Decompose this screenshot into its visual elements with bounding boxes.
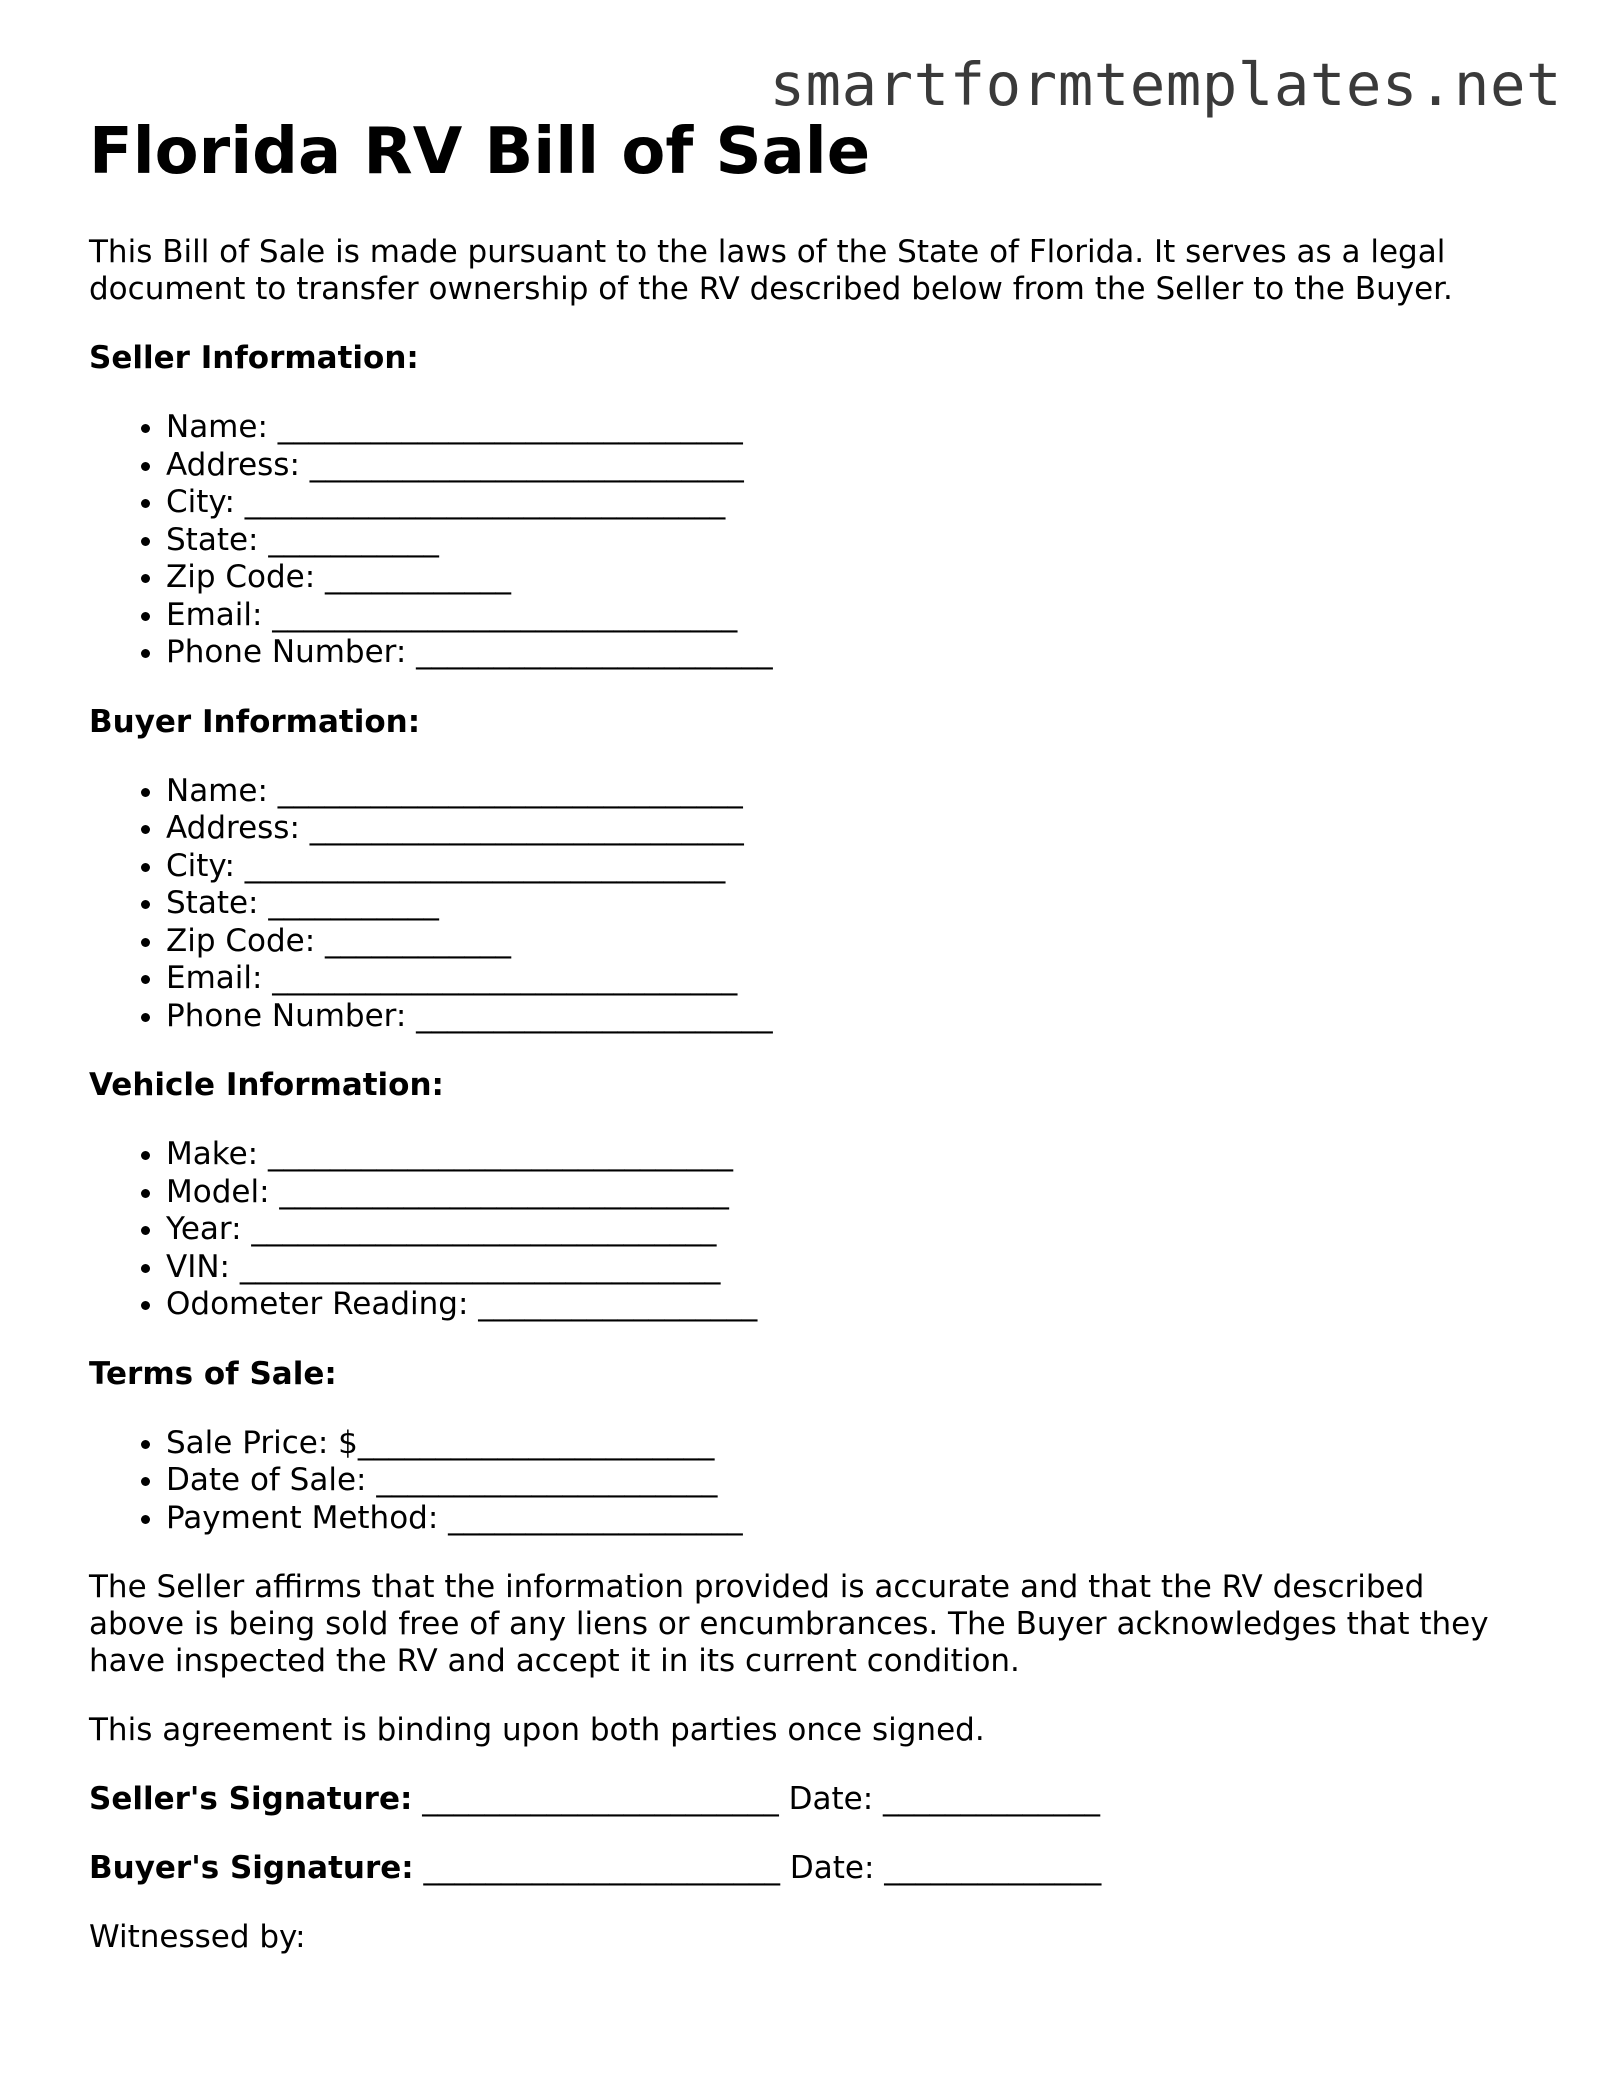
page-title: Florida RV Bill of Sale: [89, 115, 871, 189]
date-of-sale-field[interactable]: • Date of Sale: ______________________: [166, 1462, 1529, 1500]
seller-section-heading: Seller Information:: [89, 340, 419, 376]
seller-city-field[interactable]: • City: _______________________________: [166, 484, 1529, 522]
seller-address-field[interactable]: • Address: ____________________________: [166, 447, 1529, 485]
terms-fields-list: [89, 1425, 1529, 1538]
buyer-signature-row[interactable]: [89, 1850, 1529, 1887]
buyer-address-field[interactable]: • Address: ____________________________: [166, 810, 1529, 848]
buyer-signature-line[interactable]: _______________________ Date: ______________: [413, 1850, 1102, 1886]
binding-paragraph: This agreement is binding upon both parties once signed.: [89, 1712, 985, 1748]
seller-signature-line[interactable]: _______________________ Date: ______________: [412, 1781, 1100, 1817]
affirmation-paragraph: The Seller affirms that the information provided is accurate and that the RV described above is being sold free of any liens or encumbrances. The Buyer acknowledges that they have inspected the RV and accept it in its current condition.: [89, 1569, 1489, 1679]
vehicle-fields-list: [89, 1136, 1529, 1324]
seller-fields-list: [89, 409, 1529, 672]
vehicle-year-field[interactable]: • Year: ______________________________: [166, 1211, 1529, 1249]
vehicle-vin-field[interactable]: • VIN: _______________________________: [166, 1249, 1529, 1287]
buyer-state-field[interactable]: • State: ___________: [166, 885, 1529, 923]
intro-paragraph: This Bill of Sale is made pursuant to the laws of the State of Florida. It serves as a legal document to transfer ownership of the RV described below from the Seller to the Buyer.: [89, 234, 1453, 307]
seller-email-field[interactable]: • Email: ______________________________: [166, 597, 1529, 635]
buyer-email-field[interactable]: • Email: ______________________________: [166, 960, 1529, 998]
payment-method-field[interactable]: • Payment Method: ___________________: [166, 1500, 1529, 1538]
buyer-zip-field[interactable]: • Zip Code: ____________: [166, 923, 1529, 961]
vehicle-model-field[interactable]: • Model: _____________________________: [166, 1174, 1529, 1212]
sale-price-field[interactable]: • Sale Price: $_______________________: [166, 1425, 1529, 1463]
buyer-name-field[interactable]: • Name: ______________________________: [166, 773, 1529, 811]
buyer-signature-label: Buyer's Signature:: [89, 1850, 414, 1886]
seller-signature-row[interactable]: [89, 1781, 1529, 1818]
seller-zip-field[interactable]: • Zip Code: ____________: [166, 559, 1529, 597]
buyer-section-heading: Buyer Information:: [89, 703, 421, 740]
witnessed-by-label: Witnessed by:: [89, 1919, 306, 1955]
buyer-phone-field[interactable]: • Phone Number: _______________________: [166, 998, 1529, 1036]
document-page: [89, 112, 1529, 1956]
seller-phone-field[interactable]: • Phone Number: _______________________: [166, 634, 1529, 672]
buyer-fields-list: [89, 773, 1529, 1036]
seller-name-field[interactable]: • Name: ______________________________: [166, 409, 1529, 447]
seller-state-field[interactable]: • State: ___________: [166, 522, 1529, 560]
vehicle-odometer-field[interactable]: • Odometer Reading: __________________: [166, 1286, 1529, 1324]
vehicle-make-field[interactable]: • Make: ______________________________: [166, 1136, 1529, 1174]
terms-section-heading: Terms of Sale:: [89, 1355, 337, 1392]
seller-signature-label: Seller's Signature:: [89, 1781, 413, 1817]
vehicle-section-heading: Vehicle Information:: [89, 1067, 444, 1103]
buyer-city-field[interactable]: • City: _______________________________: [166, 848, 1529, 886]
watermark: smartformtemplates.net: [769, 50, 1562, 119]
